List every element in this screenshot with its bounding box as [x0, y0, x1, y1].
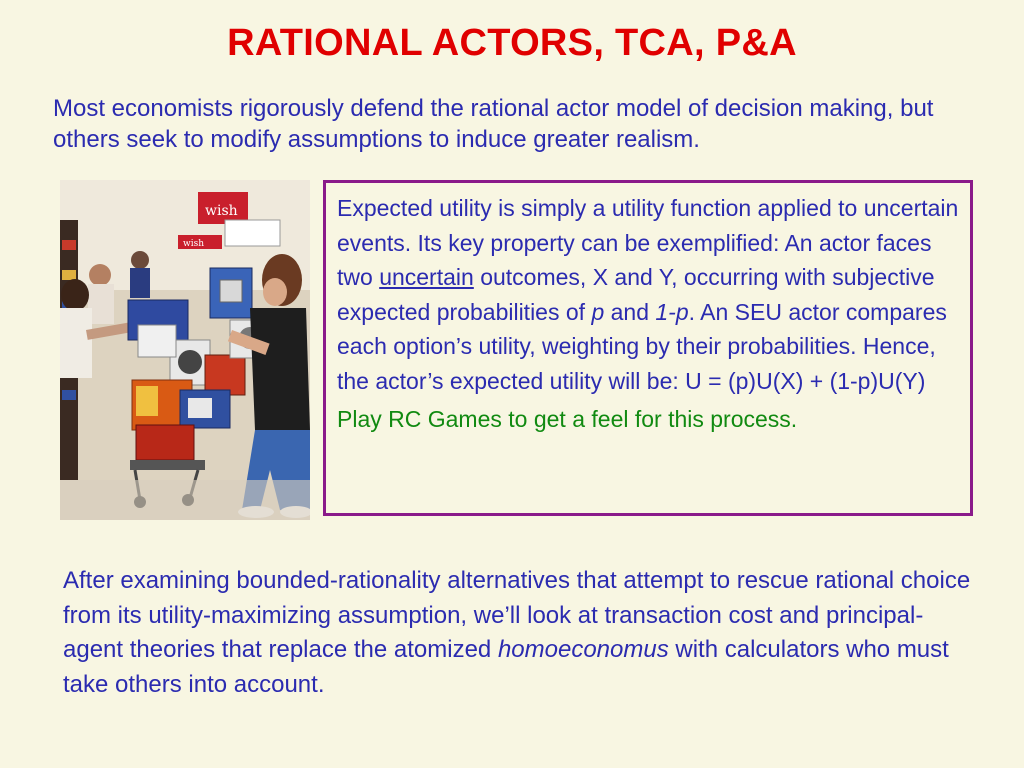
shopper-photo: [60, 180, 310, 520]
eu-text-part-2: outcomes, X and Y, occurring with subjective expected probabilities of: [337, 264, 935, 325]
expected-utility-text: [337, 191, 960, 398]
shopper-photo-illustration: [60, 180, 310, 520]
slide-title: RATIONAL ACTORS, TCA, P&A: [227, 22, 797, 64]
outro-text: [63, 564, 983, 702]
intro-text: Most economists rigorously defend the rational actor model of decision making, but others seek to modify assumptions to induce greater realism.: [53, 95, 934, 153]
outro-part-2: with calculators who must take others into account.: [63, 636, 949, 698]
store-sign-2: wish: [183, 239, 204, 249]
outro-part-1: After examining bounded-rationality alternatives that attempt to rescue rational choice from its utility-maximizing assumption, we’ll look at transaction cost and principal-agent theories that replace the atomized: [63, 567, 971, 663]
eu-text-part-3: . An SEU actor compares each option’s utility, weighting by their probabilities. Hence, the actor’s expected utility will be: U = (p)U(X) + (1-p)U(Y): [337, 298, 947, 394]
expected-utility-box: [323, 180, 973, 516]
play-rc-games-text: Play RC Games to get a feel for this process.: [337, 406, 798, 432]
store-sign-1: wish: [205, 203, 238, 219]
eu-text-and: and: [604, 298, 656, 325]
eu-text-part-1: Expected utility is simply a utility function applied to uncertain events. Its key property can be exemplified: An actor faces two: [337, 195, 959, 290]
uncertain-underlined: uncertain: [379, 264, 474, 290]
probability-1-p: 1-p: [655, 298, 689, 325]
homoeconomus-term: homoeconomus: [497, 636, 669, 663]
probability-p: p: [591, 298, 605, 325]
